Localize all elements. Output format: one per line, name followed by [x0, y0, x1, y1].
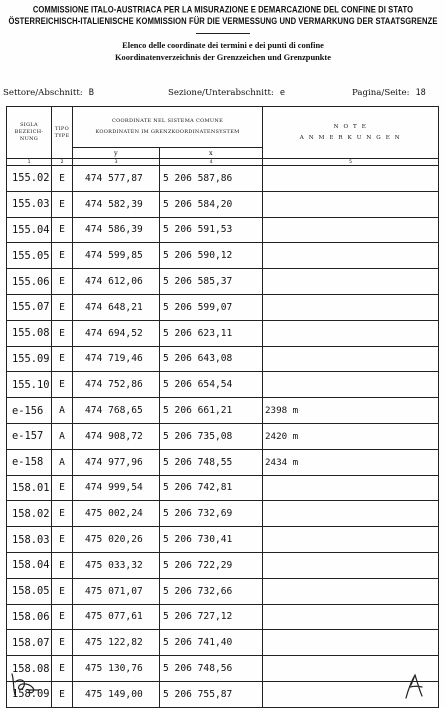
note-cell: [263, 475, 439, 501]
sigla-cell: 155.04: [7, 217, 52, 243]
coord-y-cell: 474 719,46: [73, 346, 160, 372]
note-cell: [263, 578, 439, 604]
table-row: [7, 630, 439, 656]
sigla-cell: 155.06: [7, 269, 52, 295]
coord-y-cell: 475 002,24: [73, 501, 160, 527]
coord-x-cell: 5 206 732,66: [160, 578, 263, 604]
table-row: [7, 166, 439, 192]
coord-y-cell: 474 582,39: [73, 191, 160, 217]
type-cell: E: [52, 501, 73, 527]
sigla-cell: 158.05: [7, 578, 52, 604]
coord-title-de: KOORDINATEN IM GRENZKOORDINATENSYSTEM: [95, 129, 240, 135]
sigla-cell: e-157: [7, 423, 52, 449]
coord-x-cell: 5 206 742,81: [160, 475, 263, 501]
col-number-4: 4: [160, 159, 263, 166]
title-it: Elenco delle coordinate dei termini e dei punti di confine: [122, 41, 324, 50]
type-cell: E: [52, 527, 73, 553]
coord-x-cell: 5 206 748,55: [160, 449, 263, 475]
type-cell: E: [52, 681, 73, 707]
table-row: [7, 372, 439, 398]
coord-x-cell: 5 206 590,12: [160, 243, 263, 269]
coord-y-cell: 475 149,00: [73, 681, 160, 707]
subsection-label: Sezione/Unterabschnitt:: [168, 88, 274, 98]
note-cell: [263, 630, 439, 656]
type-cell: E: [52, 346, 73, 372]
title-de: Koordinatenverzeichnis der Grenzzeichen und Grenzpunkte: [115, 53, 331, 62]
coord-x-cell: 5 206 599,07: [160, 294, 263, 320]
type-cell: A: [52, 449, 73, 475]
note-cell: [263, 269, 439, 295]
sigla-cell: 158.03: [7, 527, 52, 553]
note-cell: [263, 294, 439, 320]
sigla-cell: 155.05: [7, 243, 52, 269]
commission-name-it: COMMISSIONE ITALO-AUSTRIACA PER LA MISURAZIONE E DEMARCAZIONE DEL CONFINE DI STATO: [32, 4, 414, 15]
sigla-cell: 155.08: [7, 320, 52, 346]
sigla-cell: 155.09: [7, 346, 52, 372]
col-number-5: 5: [263, 159, 439, 166]
sigla-cell: 155.03: [7, 191, 52, 217]
note-cell: [263, 372, 439, 398]
col-number-1: 1: [7, 159, 52, 166]
col-header-note: [263, 107, 439, 159]
coord-y-cell: 474 577,87: [73, 166, 160, 192]
table-row: [7, 191, 439, 217]
table-row: [7, 398, 439, 424]
commission-header: [0, 5, 446, 28]
note-title-it: N O T E: [333, 123, 368, 130]
coord-x-cell: 5 206 585,37: [160, 269, 263, 295]
col-number-2: 2: [52, 159, 73, 166]
coord-y-cell: 474 612,06: [73, 269, 160, 295]
coord-y-cell: 474 908,72: [73, 423, 160, 449]
type-cell: E: [52, 552, 73, 578]
coord-x-cell: 5 206 722,29: [160, 552, 263, 578]
table-row: [7, 604, 439, 630]
commission-name-de: ÖSTERREICHISCH-ITALIENISCHE KOMMISSION FÜR DIE VERMESSUNG UND VERMARKUNG DER STAATSGRENZE: [8, 16, 438, 27]
note-cell: 2434 m: [263, 449, 439, 475]
page-value: 18: [415, 88, 426, 98]
coord-x-cell: 5 206 654,54: [160, 372, 263, 398]
note-cell: [263, 320, 439, 346]
note-cell: [263, 552, 439, 578]
type-cell: E: [52, 294, 73, 320]
note-cell: [263, 527, 439, 553]
sigla-cell: 158.06: [7, 604, 52, 630]
page-field: [352, 88, 426, 98]
coord-y-cell: 475 077,61: [73, 604, 160, 630]
type-cell: E: [52, 269, 73, 295]
note-cell: [263, 346, 439, 372]
table-row: [7, 346, 439, 372]
table-row: [7, 320, 439, 346]
coord-y-cell: 474 586,39: [73, 217, 160, 243]
coord-x-cell: 5 206 587,86: [160, 166, 263, 192]
note-cell: [263, 243, 439, 269]
table-row: [7, 527, 439, 553]
col-header-coordinates: [73, 107, 263, 148]
table-row: [7, 681, 439, 707]
type-cell: E: [52, 320, 73, 346]
coord-y-cell: 475 130,76: [73, 656, 160, 682]
signature-left: [8, 670, 42, 698]
table-row: [7, 656, 439, 682]
coord-x-cell: 5 206 732,69: [160, 501, 263, 527]
type-cell: E: [52, 475, 73, 501]
subsection-value: e: [279, 88, 286, 98]
sigla-cell: 158.09: [7, 681, 52, 707]
table-row: [7, 423, 439, 449]
coord-y-cell: 474 999,54: [73, 475, 160, 501]
sigla-cell: 158.04: [7, 552, 52, 578]
sigla-cell: 158.02: [7, 501, 52, 527]
sigla-cell: 155.10: [7, 372, 52, 398]
table-row: [7, 217, 439, 243]
col-header-x: x: [160, 148, 263, 159]
type-cell: E: [52, 191, 73, 217]
sigla-cell: 158.07: [7, 630, 52, 656]
type-cell: E: [52, 372, 73, 398]
coord-x-cell: 5 206 755,87: [160, 681, 263, 707]
coord-x-cell: 5 206 643,08: [160, 346, 263, 372]
coord-x-cell: 5 206 591,53: [160, 217, 263, 243]
sector-field: [3, 88, 94, 98]
note-cell: [263, 191, 439, 217]
type-cell: A: [52, 423, 73, 449]
table-row: [7, 552, 439, 578]
table-row: [7, 475, 439, 501]
coord-y-cell: 475 020,26: [73, 527, 160, 553]
type-cell: E: [52, 578, 73, 604]
col-header-sigla: SIGLA BEZEICH-NUNG: [7, 107, 52, 159]
header-divider: [196, 33, 250, 34]
sigla-cell: e-156: [7, 398, 52, 424]
coord-y-cell: 474 752,86: [73, 372, 160, 398]
type-cell: E: [52, 166, 73, 192]
coord-x-cell: 5 206 748,56: [160, 656, 263, 682]
note-cell: 2398 m: [263, 398, 439, 424]
coord-y-cell: 474 599,85: [73, 243, 160, 269]
note-cell: [263, 217, 439, 243]
subsection-field: [168, 88, 285, 98]
col-number-3: 3: [73, 159, 160, 166]
coord-x-cell: 5 206 623,11: [160, 320, 263, 346]
type-cell: E: [52, 217, 73, 243]
coord-x-cell: 5 206 584,20: [160, 191, 263, 217]
sigla-cell: 158.08: [7, 656, 52, 682]
col-header-y: y: [73, 148, 160, 159]
signature-right: [398, 672, 432, 700]
page-label: Pagina/Seite:: [352, 88, 410, 98]
table-row: [7, 294, 439, 320]
coord-x-cell: 5 206 730,41: [160, 527, 263, 553]
note-cell: [263, 604, 439, 630]
note-cell: [263, 501, 439, 527]
coord-x-cell: 5 206 741,40: [160, 630, 263, 656]
coord-y-cell: 474 694,52: [73, 320, 160, 346]
col-header-tipo: TIPO TYPE: [52, 107, 73, 159]
table-row: [7, 501, 439, 527]
note-cell: [263, 166, 439, 192]
table-row: [7, 243, 439, 269]
type-cell: E: [52, 630, 73, 656]
type-cell: E: [52, 656, 73, 682]
table-row: [7, 578, 439, 604]
type-cell: A: [52, 398, 73, 424]
coord-y-cell: 475 071,07: [73, 578, 160, 604]
coord-x-cell: 5 206 735,08: [160, 423, 263, 449]
coord-y-cell: 475 033,32: [73, 552, 160, 578]
note-title-de: A N M E R K U N G E N: [299, 134, 402, 141]
coord-y-cell: 474 648,21: [73, 294, 160, 320]
coord-x-cell: 5 206 661,21: [160, 398, 263, 424]
sigla-cell: 155.02: [7, 166, 52, 192]
coord-x-cell: 5 206 727,12: [160, 604, 263, 630]
note-cell: 2420 m: [263, 423, 439, 449]
table-row: [7, 269, 439, 295]
type-cell: E: [52, 243, 73, 269]
sigla-cell: 158.01: [7, 475, 52, 501]
document-title: [0, 40, 446, 64]
sigla-cell: e-158: [7, 449, 52, 475]
coord-y-cell: 474 768,65: [73, 398, 160, 424]
sector-value: B: [88, 88, 94, 98]
coord-title-it: COORDINATE NEL SISTEMA COMUNE: [111, 118, 224, 124]
type-cell: E: [52, 604, 73, 630]
coordinates-table: [6, 106, 439, 708]
coord-y-cell: 474 977,96: [73, 449, 160, 475]
coord-y-cell: 475 122,82: [73, 630, 160, 656]
sector-label: Settore/Abschnitt:: [3, 88, 83, 98]
table-row: [7, 449, 439, 475]
sigla-cell: 155.07: [7, 294, 52, 320]
